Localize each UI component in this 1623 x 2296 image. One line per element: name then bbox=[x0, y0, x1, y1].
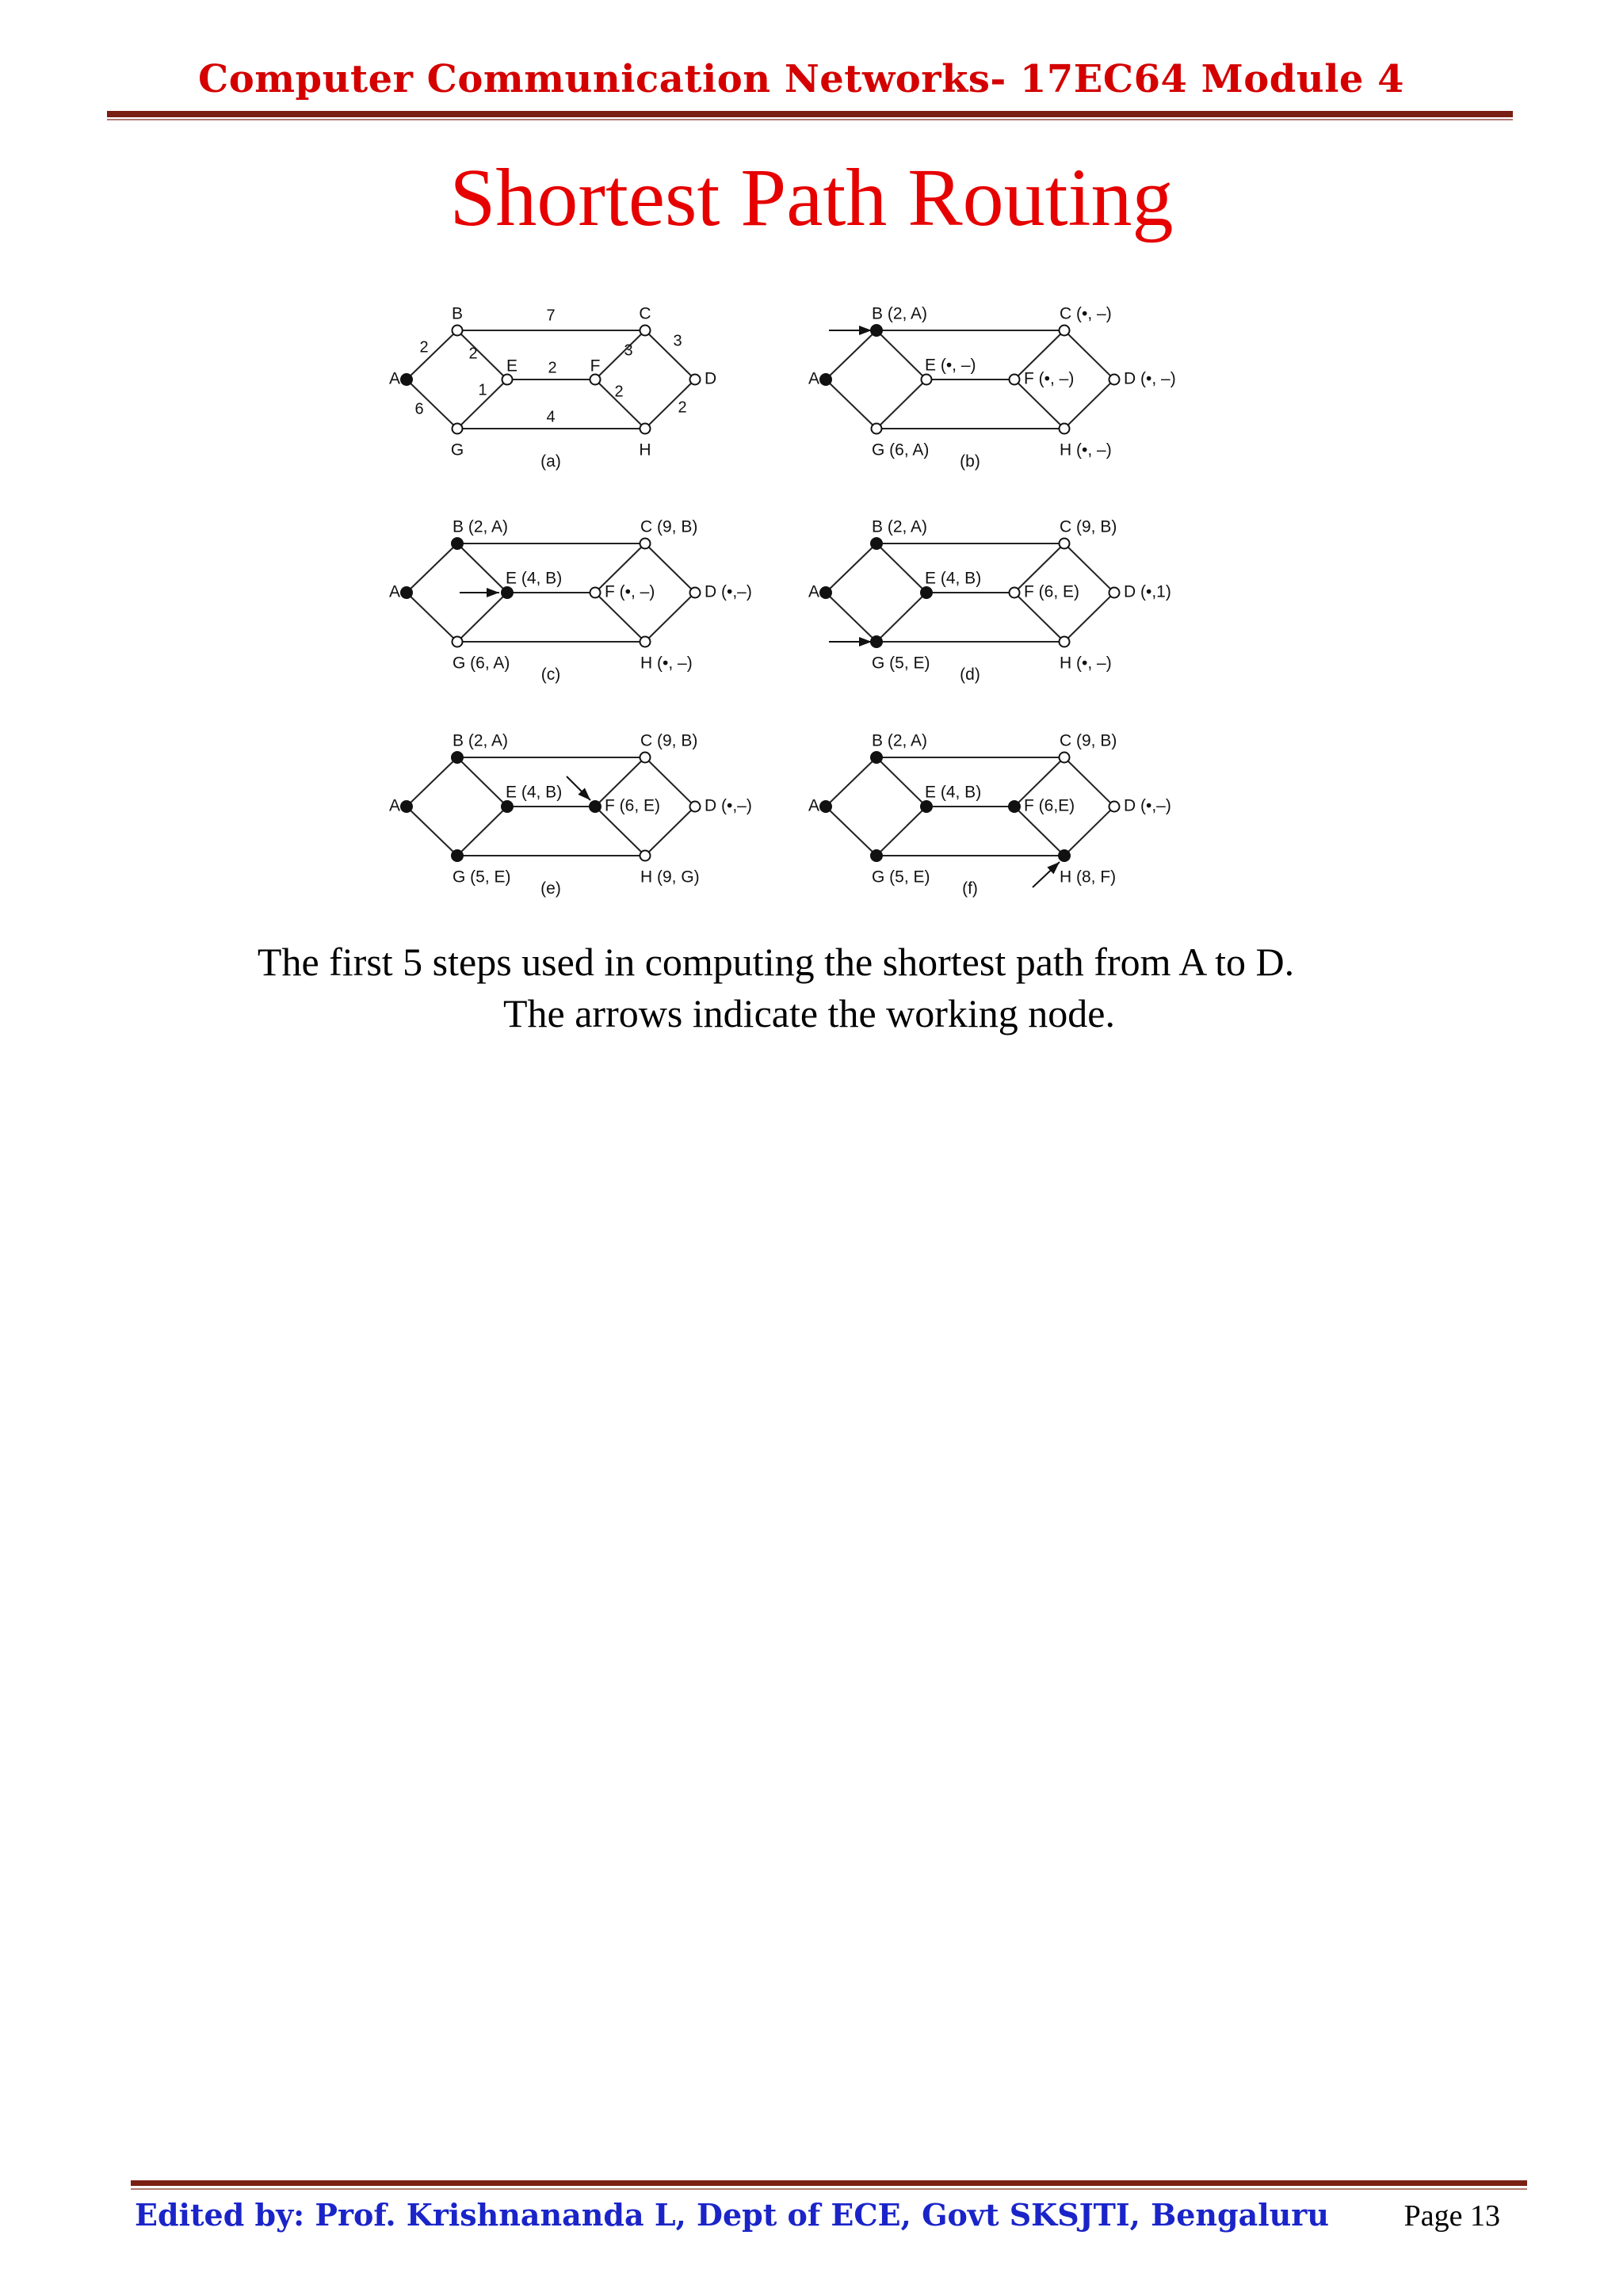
permanent-node bbox=[401, 374, 412, 385]
node-label: H bbox=[639, 441, 651, 460]
permanent-node bbox=[871, 850, 882, 861]
node-label: B (2, A) bbox=[872, 517, 928, 536]
node-label: G (5, E) bbox=[872, 654, 930, 673]
graph-panel bbox=[808, 305, 1176, 471]
tentative-node bbox=[640, 851, 651, 861]
permanent-node bbox=[871, 752, 882, 763]
panel-caption: (b) bbox=[960, 452, 980, 471]
panel-caption: (a) bbox=[540, 452, 561, 471]
tentative-node bbox=[922, 375, 932, 385]
tentative-node bbox=[1010, 588, 1020, 598]
node-label: D (•,1) bbox=[1124, 582, 1171, 601]
node-label: E (4, B) bbox=[925, 569, 982, 588]
permanent-node bbox=[871, 538, 882, 549]
panel-caption: (f) bbox=[962, 879, 978, 898]
node-label: C (•, –) bbox=[1060, 304, 1112, 323]
tentative-node bbox=[1060, 326, 1070, 336]
graph-edge bbox=[407, 330, 457, 379]
edge-weight-label: 2 bbox=[678, 399, 687, 417]
edge-weight-label: 4 bbox=[546, 408, 556, 426]
node-label: C (9, B) bbox=[1060, 517, 1117, 536]
footer-rule bbox=[131, 2180, 1527, 2186]
tentative-node bbox=[1060, 637, 1070, 647]
permanent-node bbox=[502, 587, 513, 598]
node-label: C (9, B) bbox=[1060, 731, 1117, 750]
graph-edge bbox=[645, 379, 695, 429]
graph-edge bbox=[595, 330, 645, 379]
tentative-node bbox=[502, 375, 513, 385]
node-label: E bbox=[506, 357, 518, 376]
graph-edge bbox=[407, 543, 457, 593]
node-label: F (•, –) bbox=[605, 582, 655, 601]
edge-weight-label: 2 bbox=[468, 345, 478, 363]
node-label: B (2, A) bbox=[453, 517, 509, 536]
tentative-node bbox=[1109, 802, 1120, 812]
graph-edge bbox=[826, 543, 876, 593]
node-label: E (4, B) bbox=[506, 783, 563, 802]
node-label: H (•, –) bbox=[1060, 441, 1112, 460]
edge-weight-label: 3 bbox=[673, 332, 682, 350]
node-label: B bbox=[451, 304, 464, 323]
tentative-node bbox=[453, 424, 463, 434]
tentative-node bbox=[1109, 375, 1120, 385]
permanent-node bbox=[590, 801, 601, 812]
edge-weight-label: 2 bbox=[419, 338, 429, 357]
node-label: A bbox=[388, 582, 400, 601]
graph-edge bbox=[826, 379, 876, 429]
graph-edge bbox=[457, 543, 507, 593]
permanent-node bbox=[921, 801, 932, 812]
footer-credit: Edited by: Prof. Krishnananda L, Dept of ECE, Govt SKSJTI, Bengaluru bbox=[135, 2197, 1329, 2233]
figure-caption-line-2: The arrows indicate the working node. bbox=[503, 991, 1115, 1035]
node-label: D (•, –) bbox=[1124, 369, 1176, 388]
graph-panel bbox=[808, 518, 1171, 684]
footer-rule-thin bbox=[131, 2188, 1527, 2190]
node-label: G (5, E) bbox=[872, 868, 930, 887]
tentative-node bbox=[640, 753, 651, 763]
node-label: C (9, B) bbox=[640, 517, 698, 536]
graph-panel bbox=[389, 518, 752, 684]
node-label: A bbox=[808, 369, 819, 388]
edge-weight-label: 6 bbox=[414, 400, 424, 418]
graph-edge bbox=[826, 593, 876, 642]
permanent-node bbox=[1059, 850, 1070, 861]
node-label: B (2, A) bbox=[453, 731, 509, 750]
node-label: F (6,E) bbox=[1024, 796, 1075, 815]
tentative-node bbox=[872, 424, 882, 434]
tentative-node bbox=[640, 424, 651, 434]
tentative-node bbox=[1060, 753, 1070, 763]
graph-edge bbox=[645, 330, 695, 379]
node-label: F (6, E) bbox=[605, 796, 661, 815]
tentative-node bbox=[453, 326, 463, 336]
panel-caption: (d) bbox=[960, 666, 980, 684]
edge-weight-label: 1 bbox=[478, 381, 487, 399]
node-label: F bbox=[590, 357, 601, 376]
node-label: E (•, –) bbox=[925, 356, 976, 375]
node-label: F (•, –) bbox=[1024, 369, 1075, 388]
graph-edge bbox=[407, 593, 457, 642]
node-label: D bbox=[705, 369, 717, 388]
node-label: B (2, A) bbox=[872, 304, 928, 323]
graph-edge bbox=[876, 807, 926, 856]
permanent-node bbox=[401, 587, 412, 598]
panel-caption: (c) bbox=[540, 666, 561, 684]
node-label: E (4, B) bbox=[925, 783, 982, 802]
node-label: G bbox=[450, 441, 464, 460]
figure-caption-line-1: The first 5 steps used in computing the shortest path from A to D. bbox=[257, 940, 1295, 984]
graph-edge bbox=[876, 543, 926, 593]
permanent-node bbox=[820, 374, 831, 385]
permanent-node bbox=[502, 801, 513, 812]
graph-edge bbox=[876, 593, 926, 642]
tentative-node bbox=[690, 802, 701, 812]
node-label: G (5, E) bbox=[453, 868, 511, 887]
edge-weight-label: 3 bbox=[624, 341, 633, 360]
node-label: F (6, E) bbox=[1024, 582, 1080, 601]
graph-edge bbox=[407, 757, 457, 807]
node-label: D (•,–) bbox=[1124, 796, 1171, 815]
graph-edge bbox=[826, 330, 876, 379]
node-label: C bbox=[639, 304, 651, 323]
working-node-arrow bbox=[567, 776, 590, 800]
tentative-node bbox=[453, 637, 463, 647]
tentative-node bbox=[690, 588, 701, 598]
graph-edge bbox=[876, 757, 926, 807]
graph-panel bbox=[389, 732, 752, 898]
permanent-node bbox=[820, 801, 831, 812]
permanent-node bbox=[452, 850, 463, 861]
tentative-node bbox=[1010, 375, 1020, 385]
edge-weight-label: 2 bbox=[614, 383, 624, 401]
permanent-node bbox=[401, 801, 412, 812]
node-label: G (6, A) bbox=[872, 441, 930, 460]
graph-edge bbox=[407, 807, 457, 856]
tentative-node bbox=[690, 375, 701, 385]
graph-edge bbox=[457, 330, 507, 379]
node-label: H (•, –) bbox=[1060, 654, 1112, 673]
tentative-node bbox=[1109, 588, 1120, 598]
tentative-node bbox=[1060, 539, 1070, 549]
node-label: A bbox=[388, 796, 400, 815]
permanent-node bbox=[452, 752, 463, 763]
node-label: E (4, B) bbox=[506, 569, 563, 588]
document-header-title: Computer Communication Networks- 17EC64 Module 4 bbox=[198, 57, 1405, 101]
panel-caption: (e) bbox=[540, 879, 561, 898]
node-label: D (•,–) bbox=[705, 582, 752, 601]
page-number: Page 13 bbox=[1403, 2199, 1500, 2233]
graph-edge bbox=[457, 593, 507, 642]
node-label: A bbox=[808, 582, 819, 601]
graph-edge bbox=[876, 330, 926, 379]
node-label: A bbox=[388, 369, 400, 388]
tentative-node bbox=[590, 375, 601, 385]
tentative-node bbox=[640, 637, 651, 647]
graph-edge bbox=[457, 807, 507, 856]
graph-panel bbox=[389, 305, 716, 471]
permanent-node bbox=[871, 325, 882, 336]
shortest-path-figure bbox=[0, 0, 1623, 927]
tentative-node bbox=[640, 539, 651, 549]
tentative-node bbox=[590, 588, 601, 598]
node-label: C (9, B) bbox=[640, 731, 698, 750]
node-label: A bbox=[808, 796, 819, 815]
edge-weight-label: 2 bbox=[548, 359, 557, 377]
permanent-node bbox=[921, 587, 932, 598]
node-label: H (•, –) bbox=[640, 654, 693, 673]
node-label: B (2, A) bbox=[872, 731, 928, 750]
node-label: H (8, F) bbox=[1060, 868, 1117, 887]
permanent-node bbox=[452, 538, 463, 549]
graph-edge bbox=[826, 757, 876, 807]
node-label: H (9, G) bbox=[640, 868, 700, 887]
node-label: D (•,–) bbox=[705, 796, 752, 815]
tentative-node bbox=[640, 326, 651, 336]
permanent-node bbox=[1009, 801, 1020, 812]
graph-edge bbox=[826, 807, 876, 856]
graph-edge bbox=[457, 757, 507, 807]
edge-weight-label: 7 bbox=[546, 307, 556, 325]
working-node-arrow bbox=[1033, 862, 1060, 887]
tentative-node bbox=[1060, 424, 1070, 434]
permanent-node bbox=[820, 587, 831, 598]
permanent-node bbox=[871, 636, 882, 647]
graph-panel bbox=[808, 732, 1171, 898]
node-label: G (6, A) bbox=[453, 654, 510, 673]
graph-edge bbox=[876, 379, 926, 429]
page-title: Shortest Path Routing bbox=[449, 152, 1174, 243]
